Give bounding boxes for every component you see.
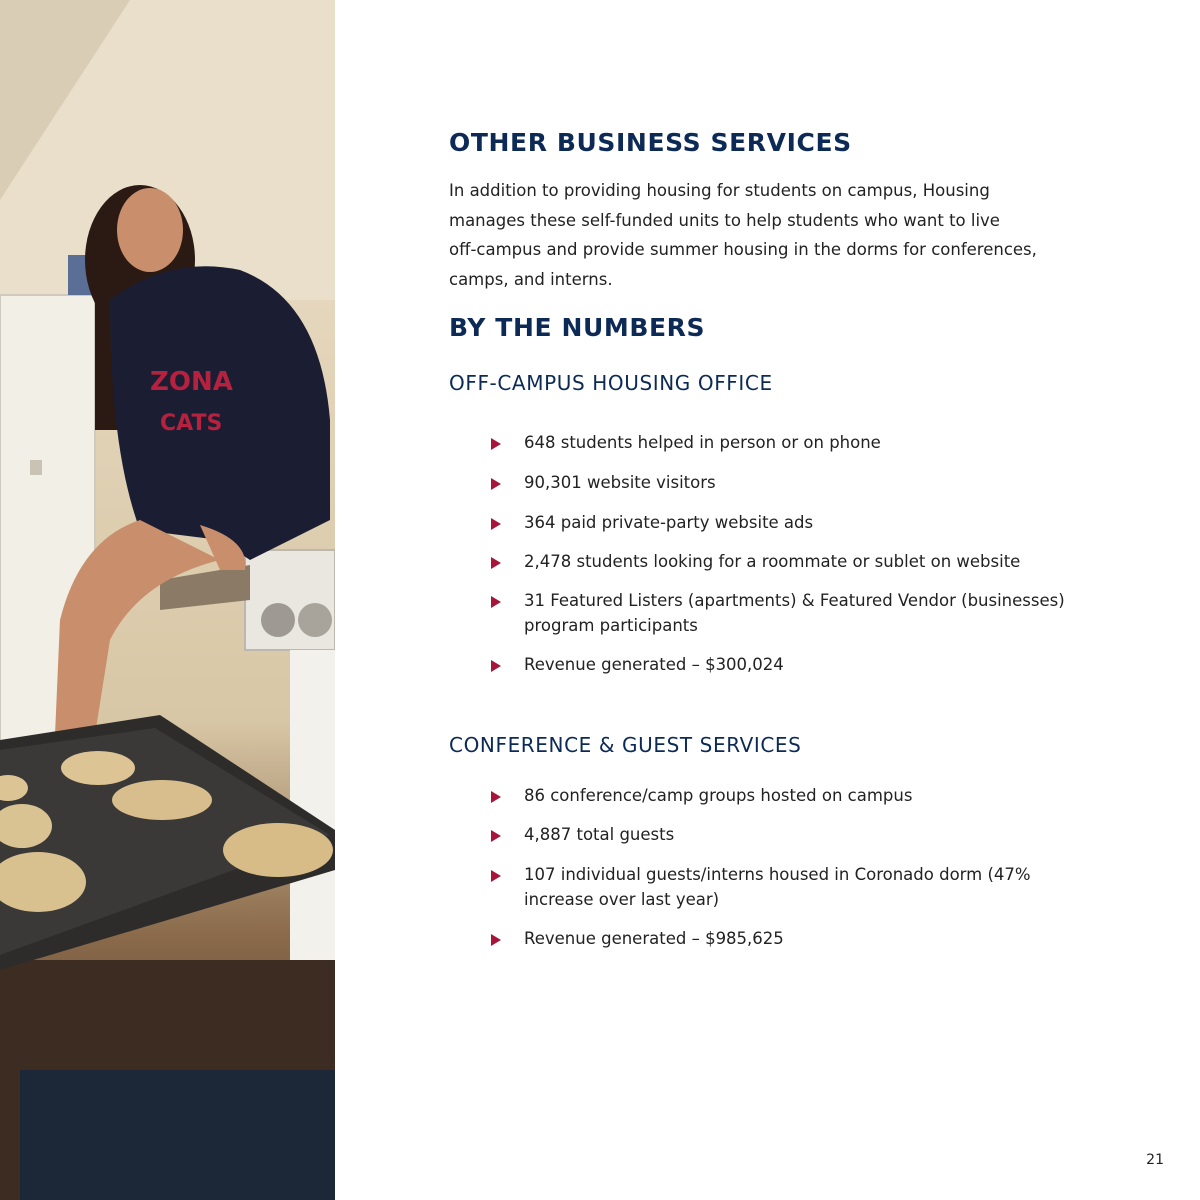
conference-guest-services-heading: CONFERENCE & GUEST SERVICES <box>449 733 802 757</box>
list-item-text: 107 individual guests/interns housed in Coronado dorm (47% <box>524 865 1031 884</box>
intro-line: off-campus and provide summer housing in the dorms for conferences, <box>449 240 1037 259</box>
list-item-text: 31 Featured Listers (apartments) & Featured Vendor (businesses) <box>524 591 1065 610</box>
list-item <box>491 588 1091 638</box>
list-item-text: 4,887 total guests <box>524 825 675 844</box>
intro-line: In addition to providing housing for students on campus, Housing <box>449 181 990 200</box>
list-item-text: Revenue generated – $300,024 <box>524 655 784 674</box>
list-item <box>491 549 1091 574</box>
list-item-text: 2,478 students looking for a roommate or sublet on website <box>524 552 1021 571</box>
list-item <box>491 652 1091 677</box>
bullet-triangle-icon <box>491 438 501 450</box>
photo-student-baking-cookies <box>0 0 335 1200</box>
list-item-text: increase over last year) <box>524 890 720 909</box>
svg-text:CATS: CATS <box>160 411 223 436</box>
bullet-triangle-icon <box>491 791 501 803</box>
list-item <box>491 470 1091 495</box>
other-business-intro <box>449 176 1089 294</box>
page-number: 21 <box>1146 1152 1164 1168</box>
list-item-text: 86 conference/camp groups hosted on campus <box>524 786 913 805</box>
list-item-text: 648 students helped in person or on phone <box>524 433 881 452</box>
bullet-triangle-icon <box>491 557 501 569</box>
list-item-text: program participants <box>524 616 698 635</box>
conference-list <box>491 783 1091 951</box>
list-item <box>491 926 1091 951</box>
bullet-triangle-icon <box>491 596 501 608</box>
bullet-triangle-icon <box>491 660 501 672</box>
list-item <box>491 822 1091 847</box>
bullet-triangle-icon <box>491 518 501 530</box>
intro-line: manages these self-funded units to help students who want to live <box>449 210 1000 230</box>
list-item <box>491 783 1091 808</box>
off-campus-housing-heading: OFF-CAMPUS HOUSING OFFICE <box>449 371 773 395</box>
bullet-triangle-icon <box>491 478 501 490</box>
list-item-text: 90,301 website visitors <box>524 473 716 492</box>
list-item-text: Revenue generated – $985,625 <box>524 929 784 948</box>
bullet-triangle-icon <box>491 934 501 946</box>
list-item <box>491 862 1091 912</box>
bullet-triangle-icon <box>491 870 501 882</box>
by-the-numbers-heading: BY THE NUMBERS <box>449 313 706 342</box>
list-item <box>491 430 1091 455</box>
other-business-services-heading: OTHER BUSINESS SERVICES <box>449 128 852 157</box>
off-campus-list <box>491 430 1091 677</box>
photo-image-illustration <box>0 0 335 1200</box>
intro-line: camps, and interns. <box>449 269 613 289</box>
svg-text:ZONA: ZONA <box>150 367 233 397</box>
list-item-text: 364 paid private-party website ads <box>524 513 814 532</box>
bullet-triangle-icon <box>491 830 501 842</box>
list-item <box>491 510 1091 535</box>
